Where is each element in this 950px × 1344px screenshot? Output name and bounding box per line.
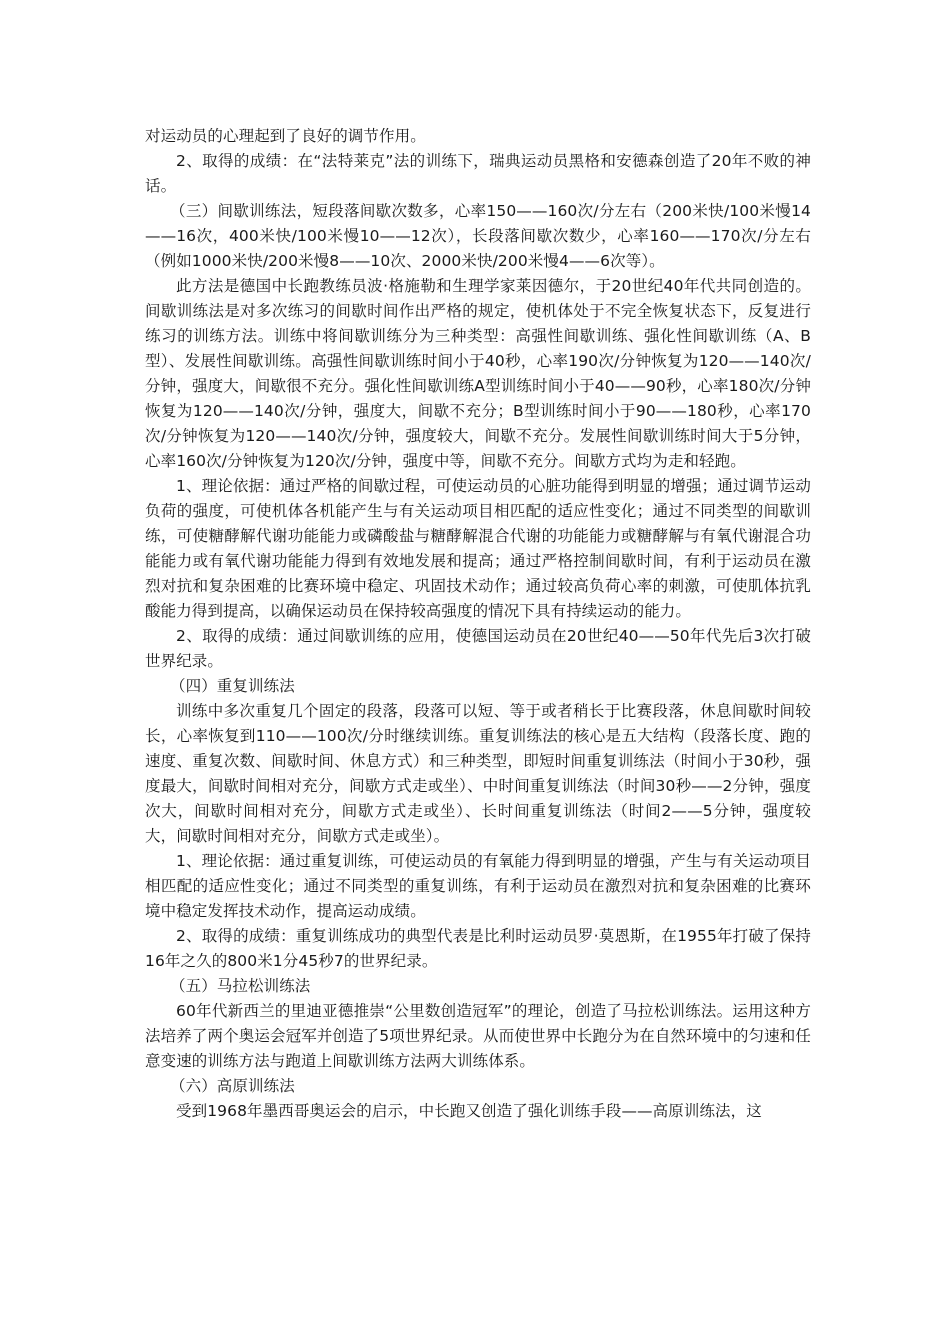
paragraph-repetition-theory: 1、理论依据：通过重复训练，可使运动员的有氧能力得到明显的增强，产生与有关运动项目相匹配的适应性变化；通过不同类型的重复训练，有利于运动员在激烈对抗和复杂困难的比赛环境中稳定发挥技术动作，提高运动成绩。 <box>145 852 811 920</box>
paragraph-repetition-method: 训练中多次重复几个固定的段落，段落可以短、等于或者稍长于比赛段落，休息间歇时间较长，心率恢复到110——100次/分时继续训练。重复训练法的核心是五大结构（段落长度、跑的速度、重复次数、间歇时间、休息方式）和三种类型，即短时间重复训练法（时间小于30秒，强度最大，间歇时间相对充分，间歇方式走或坐）、中时间重复训练法（时间30秒——2分钟，强度次大，间歇时间相对充分，间歇方式走或坐）、长时间重复训练法（时间2——5分钟，强度较大，间歇时间相对充分，间歇方式走或坐）。 <box>145 702 811 845</box>
section-heading-interval-training: （三）间歇训练法，短段落间歇次数多，心率150——160次/分左右（200米快/100米慢14——16次，400米快/100米慢10——12次），长段落间歇次数少，心率160——170次/分左右（例如1000米快/200米慢8——10次、2000米快/200米慢4——6次等）。 <box>145 202 811 270</box>
paragraph-repetition-achievement: 2、取得的成绩：重复训练成功的典型代表是比利时运动员罗·莫恩斯，在1955年打破了保持16年之久的800米1分45秒7的世界纪录。 <box>145 927 811 970</box>
section-heading-repetition-training: （四）重复训练法 <box>170 677 295 695</box>
paragraph-interval-achievement: 2、取得的成绩：通过间歇训练的应用，使德国运动员在20世纪40——50年代先后3次打破世界纪录。 <box>145 627 811 670</box>
section-heading-marathon-training: （五）马拉松训练法 <box>170 977 311 995</box>
paragraph-interval-theory: 1、理论依据：通过严格的间歇过程，可使运动员的心脏功能得到明显的增强；通过调节运动负荷的强度，可使机体各机能产生与有关运动项目相匹配的适应性变化；通过不同类型的间歇训练，可使糖酵解代谢功能能力或磷酸盐与糖酵解混合代谢的功能能力或糖酵解与有氧代谢混合功能能力或有氧代谢功能能力得到有效地发展和提高；通过严格控制间歇时间，有利于运动员在激烈对抗和复杂困难的比赛环境中稳定、巩固技术动作；通过较高负荷心率的刺激，可使肌体抗乳酸能力得到提高，以确保运动员在保持较高强度的情况下具有持续运动的能力。 <box>145 477 811 620</box>
paragraph-marathon-method: 60年代新西兰的里迪亚德推崇“公里数创造冠军”的理论，创造了马拉松训练法。运用这种方法培养了两个奥运会冠军并创造了5项世界纪录。从而使世界中长跑分为在自然环境中的匀速和任意变速的训练方法与跑道上间歇训练方法两大训练体系。 <box>145 1002 811 1070</box>
paragraph-achievement-fartlek: 2、取得的成绩：在“法特莱克”法的训练下，瑞典运动员黑格和安德森创造了20年不败的神话。 <box>145 152 811 195</box>
paragraph-interval-method: 此方法是德国中长跑教练员波·格施勒和生理学家莱因德尔，于20世纪40年代共同创造的。间歇训练法是对多次练习的间歇时间作出严格的规定，使机体处于不完全恢复状态下，反复进行练习的训练方法。训练中将间歇训练分为三种类型：高强性间歇训练、强化性间歇训练（A、B型）、发展性间歇训练。高强性间歇训练时间小于40秒，心率190次/分钟恢复为120——140次/分钟，强度大，间歇很不充分。强化性间歇训练A型训练时间小于40——90秒，心率180次/分钟恢复为120——140次/分钟，强度大，间歇不充分；B型训练时间小于90——180秒，心率170次/分钟恢复为120——140次/分钟，强度较大，间歇不充分。发展性间歇训练时间大于5分钟，心率160次/分钟恢复为120次/分钟，强度中等，间歇不充分。间歇方式均为走和轻跑。 <box>145 277 811 470</box>
paragraph-altitude-method: 受到1968年墨西哥奥运会的启示，中长跑又创造了强化训练手段——高原训练法，这 <box>176 1102 762 1120</box>
paragraph-continuation: 对运动员的心理起到了良好的调节作用。 <box>145 127 426 145</box>
section-heading-altitude-training: （六）高原训练法 <box>170 1077 295 1095</box>
